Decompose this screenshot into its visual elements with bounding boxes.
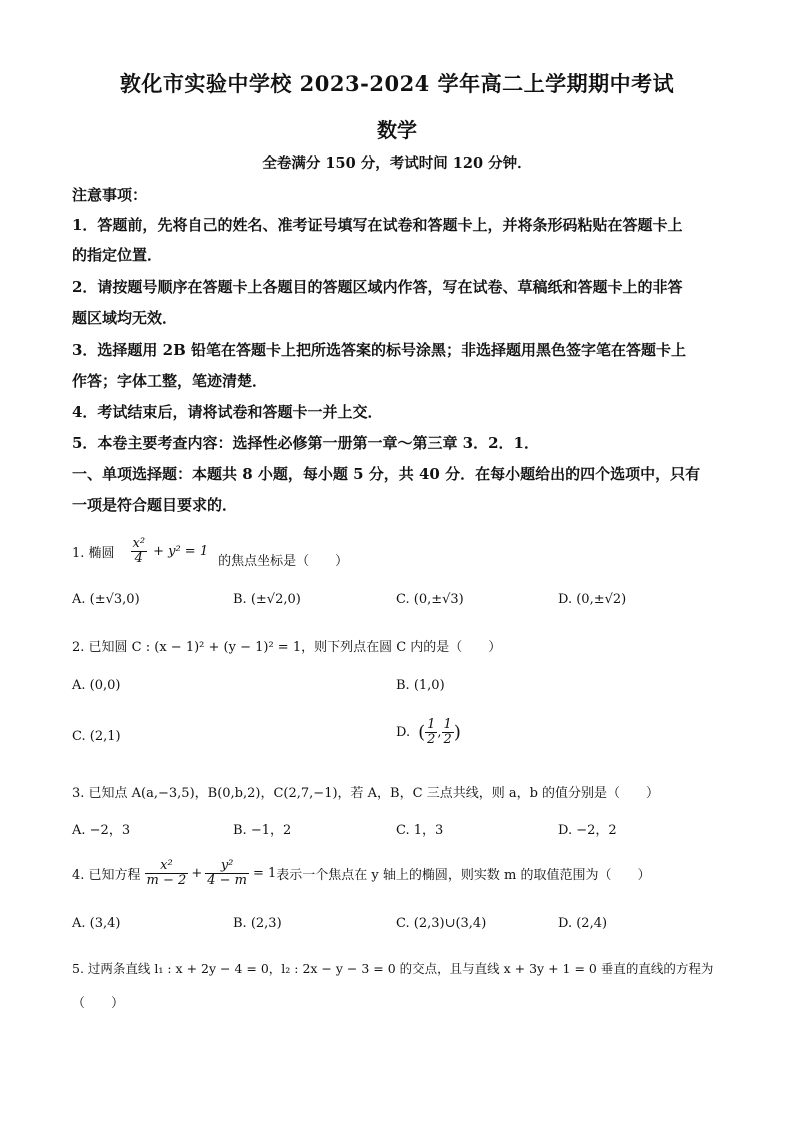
q4-fraction-2: $\frac{\text{y²}}{4 - m}$: [207, 857, 247, 888]
notice-item-3b: 作答；字体工整，笔迹清楚．: [72, 372, 268, 390]
q4-fraction-1: $\frac{\text{x²}}{m - 2}$: [146, 857, 187, 888]
q4-option-b: B. (2,3): [233, 916, 282, 931]
q3-option-d: D. −2，2: [558, 823, 617, 838]
notice-item-1b: 的指定位置．: [72, 246, 163, 264]
question-1: [72, 528, 348, 574]
q2-d-frac-2: $\frac{1}{2}$: [443, 717, 452, 747]
q1-equation: $\frac{\text{x²}}{4}$ + y² = 1: [132, 535, 209, 566]
q1-option-d: D. (0,±√2): [558, 592, 627, 607]
question-2: 2. 已知圆 C : (x − 1)² + (y − 1)² = 1，则下列点在圆 C 内的是（ ）: [72, 640, 502, 655]
notice-item-1a: 1．答题前，先将自己的姓名、准考证号填写在试卷和答题卡上，并将条形码粘贴在答题卡上: [72, 216, 683, 234]
section-heading-a: 一、单项选择题：本题共 8 小题，每小题 5 分，共 40 分．在每小题给出的四个选项中，只有: [72, 465, 701, 483]
exam-title: 敦化市实验中学校 2023-2024 学年高二上学期期中考试: [119, 71, 675, 96]
q4-option-d: D. (2,4): [558, 916, 608, 931]
q5-answer-blank: （ ）: [72, 996, 125, 1011]
q1-option-c: C. (0,±√3): [396, 592, 464, 607]
q1-suffix: 的焦点坐标是（ ）: [218, 553, 349, 569]
notice-heading: 注意事项：: [72, 186, 148, 204]
q3-option-a: A. −2，3: [72, 823, 131, 838]
notice-item-3a: 3．选择题用 2B 铅笔在答题卡上把所选答案的标号涂黑；非选择题用黑色签字笔在答题卡上: [72, 341, 687, 359]
q2-option-a: A. (0,0): [72, 678, 121, 693]
q1-option-a: A. (±√3,0): [72, 592, 140, 607]
q2-d-frac-1: $\frac{1}{2}$: [427, 717, 436, 747]
q2-option-d: D. ( $\frac{1}{2}$ , $\frac{1}{2}$ ): [396, 717, 461, 747]
section-heading-b: 一项是符合题目要求的．: [72, 496, 238, 514]
score-note: 全卷满分 150 分，考试时间 120 分钟．: [262, 155, 532, 172]
q1-prefix: 1. 椭圆: [72, 545, 115, 561]
question-3: 3. 已知点 A(a,−3,5)，B(0,b,2)，C(2,7,−1)，若 A，B，C 三点共线，则 a，b 的值分别是（ ）: [72, 786, 660, 801]
q4-option-c: C. (2,3)∪(3,4): [396, 916, 487, 931]
q2-option-c: C. (2,1): [72, 729, 121, 744]
q4-option-a: A. (3,4): [72, 916, 121, 931]
question-4: 4. 已知方程 $\frac{\text{x²}}{m - 2}$ + $\frac{\text{y²}}{4 - m}$ = 1 表示一个焦点在 y 轴上的椭圆，则实数 m 的取值范围为（ ）: [72, 857, 651, 888]
notice-item-4: 4．考试结束后，请将试卷和答题卡一并上交．: [72, 403, 383, 421]
notice-item-2b: 题区域均无效．: [72, 309, 178, 327]
q2-option-b: B. (1,0): [396, 678, 445, 693]
notice-item-5: 5．本卷主要考查内容：选择性必修第一册第一章～第三章 3．2．1．: [72, 434, 539, 452]
notice-item-2a: 2．请按题号顺序在答题卡上各题目的答题区域内作答，写在试卷、草稿纸和答题卡上的非答: [72, 278, 683, 296]
q1-fraction: $\frac{\text{x²}}{4}$: [132, 535, 146, 566]
q3-option-b: B. −1，2: [233, 823, 292, 838]
q1-option-b: B. (±√2,0): [233, 592, 301, 607]
q3-option-c: C. 1，3: [396, 823, 444, 838]
subject-title: 数学: [377, 118, 417, 142]
question-5: 5. 过两条直线 l₁ : x + 2y − 4 = 0，l₂ : 2x − y − 3 = 0 的交点，且与直线 x + 3y + 1 = 0 垂直的直线的方程为: [72, 961, 714, 976]
